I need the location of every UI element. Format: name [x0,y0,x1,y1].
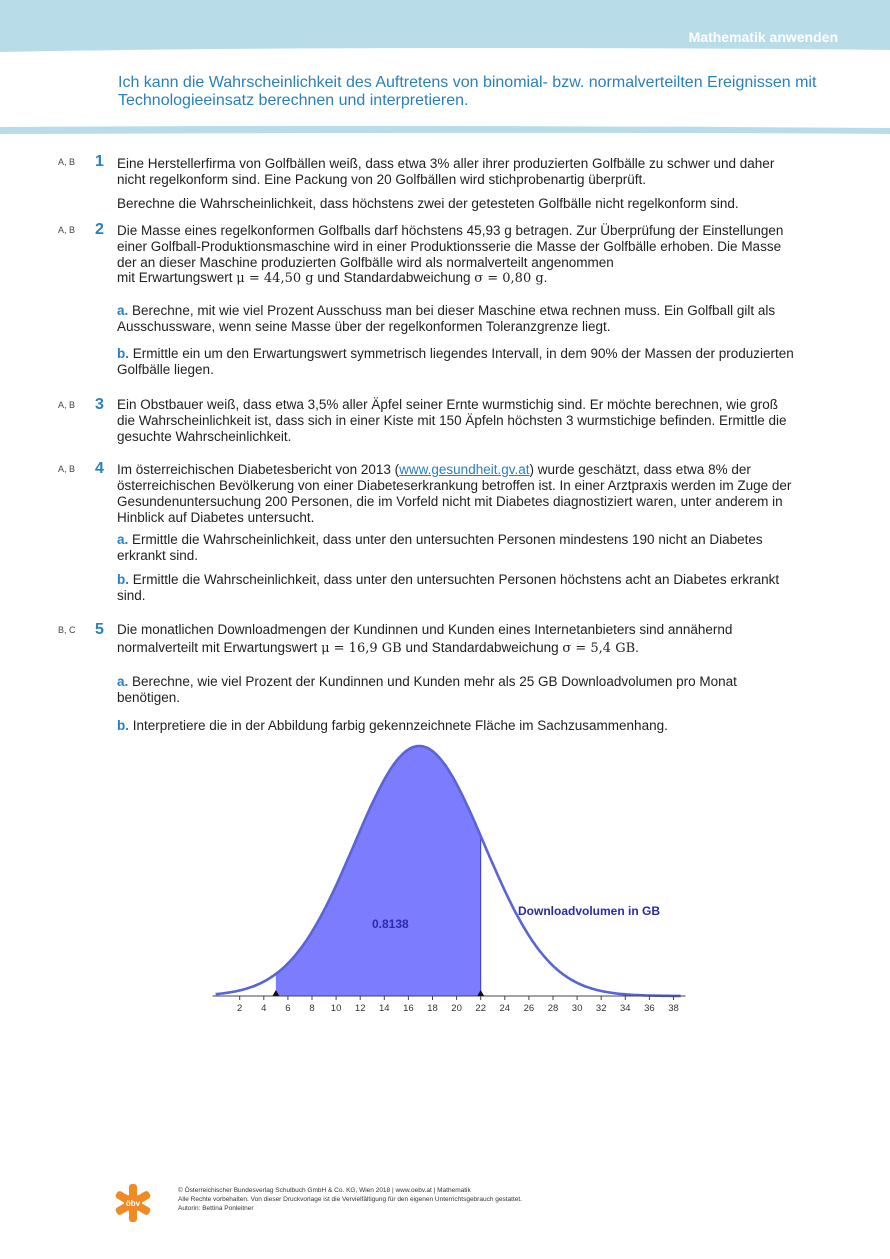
task-2-number: 2 [95,221,104,238]
x-tick-label: 22 [475,1003,486,1014]
task-5-sigma: σ = 5,4 GB [562,641,636,656]
task-4b-label: b. [117,572,129,587]
x-tick-label: 18 [427,1003,438,1014]
task-2-mu: μ = 44,50 g [236,271,314,286]
task-5-text: Die monatlichen Downloadmengen der Kundinnen und Kunden eines Internetanbieters sind annähernd [117,622,733,637]
x-tick-label: 34 [620,1003,631,1014]
task-2-params-mid: und Standardabweichung [317,270,471,285]
task-2-params-end: . [543,270,548,285]
x-tick-label: 16 [403,1003,414,1014]
oebv-logo [112,1183,154,1223]
task-5b-label: b. [117,718,129,733]
shaded-area [276,746,481,996]
task-2b [117,346,797,378]
x-tick-label: 36 [644,1003,655,1014]
normal-distribution-chart [200,738,700,1018]
x-axis-ticks [237,996,679,1014]
task-1-text: Eine Herstellerfirma von Golfbällen weiß, dass etwa 3% aller ihrer produzierten Golfbälle zu schwer und daher nicht regelkonform sind. Eine Packung von 20 Golfbällen wird stichprobenartig überprüft. [117,156,775,187]
x-tick-label: 12 [354,1003,366,1014]
task-1-question: Berechne die Wahrscheinlichkeit, dass höchstens zwei der getesteten Golfbälle nicht regelkonform sind. [117,196,739,211]
task-5-params-end: . [635,640,639,655]
curve-label: Downloadvolumen in GB [518,904,661,918]
task-2a [117,303,797,335]
task-4a [117,532,797,564]
x-tick-label: 8 [309,1003,315,1014]
x-tick-label: 28 [547,1003,559,1014]
task-4b [117,572,797,604]
task-5a [117,674,797,706]
area-probability-label: 0.8138 [372,917,409,931]
task-4-link[interactable]: www.gesundheit.gv.at [399,462,530,477]
x-tick-label: 4 [261,1003,267,1014]
header-title: Mathematik anwenden [688,29,838,45]
task-2-params-pre: mit Erwartungswert [117,270,233,285]
task-4-text [117,462,797,526]
task-5-params-pre: normalverteilt mit Erwartungswert [117,640,318,655]
x-tick-label: 14 [379,1003,390,1014]
task-4b-text: Ermittle die Wahrscheinlichkeit, dass unter den untersuchten Personen höchstens acht an Diabetes erkrankt sind. [117,572,780,603]
task-5-number: 5 [95,621,104,638]
task-2-label: A, B [58,225,76,235]
x-tick-label: 30 [571,1003,583,1014]
task-5-mu: μ = 16,9 GB [321,641,402,656]
task-2b-label: b. [117,346,129,361]
task-3-number: 3 [95,396,104,413]
task-2a-text: Berechne, mit wie viel Prozent Ausschuss man bei dieser Maschine etwa rechnen muss. Ein Golfball gilt als Ausschussware, wenn seine Masse über der regelkonformen Toleranzgrenze liegt. [117,303,776,334]
task-4-text-pre: Im österreichischen Diabetesbericht von 2013 ( [117,462,400,477]
x-tick-label: 26 [523,1003,535,1014]
x-tick-label: 6 [285,1003,291,1014]
task-5a-text: Berechne, wie viel Prozent der Kundinnen und Kunden mehr als 25 GB Downloadvolumen pro Monat benötigen. [117,674,737,705]
task-2b-text: Ermittle ein um den Erwartungswert symmetrisch liegendes Intervall, in dem 90% der Massen der produzierten Golfbälle liegen. [117,346,794,377]
task-2-sigma: σ = 0,80 g [474,271,544,286]
task-2a-label: a. [117,303,129,318]
footer [178,1186,522,1213]
task-1-number: 1 [95,153,104,170]
x-tick-label: 24 [499,1003,511,1014]
task-4a-label: a. [117,532,129,547]
x-tick-label: 38 [668,1003,679,1014]
x-tick-label: 10 [330,1003,342,1014]
x-tick-label: 2 [237,1003,243,1014]
task-5b-text: Interpretiere die in der Abbildung farbig gekennzeichnete Fläche im Sachzusammenhang. [132,718,668,733]
task-5-params-mid: und Standardabweichung [405,640,559,655]
task-3-label: A, B [58,400,76,410]
task-5-params [117,640,797,657]
x-tick-label: 32 [595,1003,607,1014]
divider [0,124,890,136]
task-5b [117,718,797,734]
task-4-number: 4 [95,460,104,477]
x-tick-label: 20 [451,1003,462,1014]
svg-text:öbv: öbv [125,1199,141,1208]
task-4-label: A, B [58,464,76,474]
task-2-text: Die Masse eines regelkonformen Golfballs darf höchstens 45,93 g betragen. Zur Überprüfung der Einstellungen einer Golfball-Produktionsmaschine wird in einer Produktionsserie die Masse der Golfbälle erhoben. Die Masse der an dieser Maschine produzierten Golfbälle wird als normalverteilt angenommen [117,223,784,270]
task-2-params [117,270,797,287]
footer-rights: Alle Rechte vorbehalten. Von dieser Druckvorlage ist die Vervielfältigung für den eigenen Unterrichtsgebrauch gestattet. [178,1196,522,1203]
task-4a-text: Ermittle die Wahrscheinlichkeit, dass unter den untersuchten Personen mindestens 190 nicht an Diabetes erkrankt sind. [117,532,763,563]
task-5-label: B, C [58,625,76,635]
task-5a-label: a. [117,674,129,689]
task-4-text-post: ) wurde geschätzt, dass etwa 8% der österreichischen Bevölkerung von einer Diabeteserkrankung betroffen ist. In einer Arztpraxis werden im Zuge der Gesundenuntersuchung 200 Personen, die im Vorfeld nicht mit Diabetes diagnostiziert waren, unter anderem in Hinblick auf Diabetes untersucht. [117,462,792,525]
footer-copyright: © Österreichischer Bundesverlag Schulbuch GmbH & Co. KG, Wien 2018 | www.oebv.at | Mathematik [178,1187,471,1194]
task-1-label: A, B [58,157,76,167]
task-3-text: Ein Obstbauer weiß, dass etwa 3,5% aller Äpfel seiner Ernte wurmstichig sind. Er möchte berechnen, wie groß die Wahrscheinlichkeit ist, dass sich in einer Kiste mit 150 Äpfeln höchsten 3 wurmstichige befinden. Ermittle die gesuchte Wahrscheinlichkeit. [117,397,787,444]
intro-text: Ich kann die Wahrscheinlichkeit des Auftretens von binomial- bzw. normalverteilten Ereignissen mit Technologieeinsatz berechnen und interpretieren. [118,74,817,109]
footer-author: Autorin: Bettina Ponleitner [178,1205,254,1212]
